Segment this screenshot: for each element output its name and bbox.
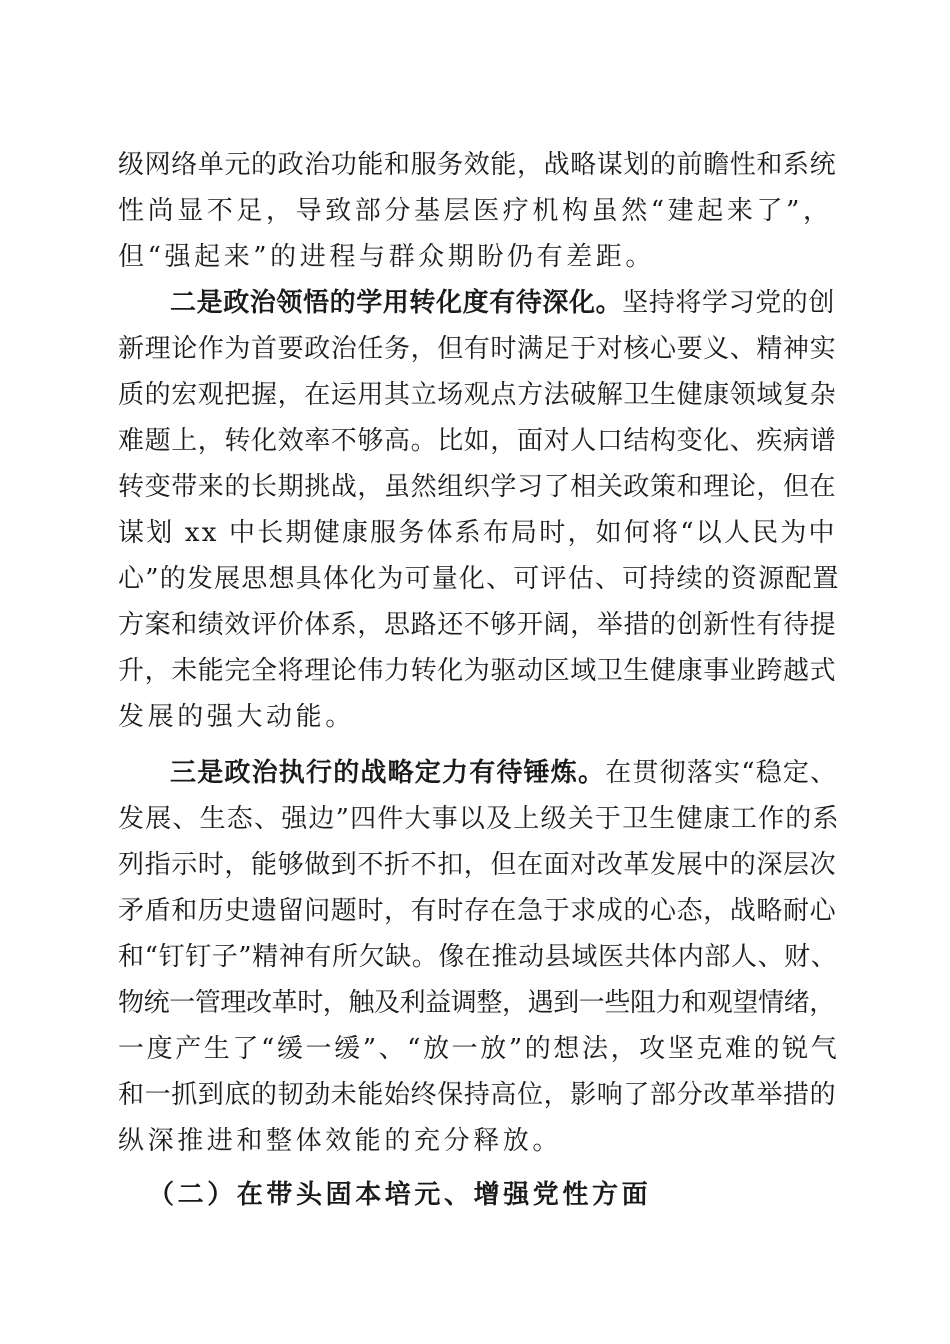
paragraph-2-line-5: 转变带来的长期挑战，虽然组织学习了相关政策和理论，但在	[118, 472, 837, 502]
paragraph-3-line-8: 和一抓到底的韧劲未能始终保持高位，影响了部分改革举措的	[118, 1080, 837, 1110]
paragraph-1-line-2: 性尚显不足，导致部分基层医疗机构虽然“建起来了”，	[118, 196, 833, 226]
paragraph-3-first-rest: 在贯彻落实“稳定、	[605, 758, 838, 788]
paragraph-3-line-4: 矛盾和历史遗留问题时，有时存在急于求成的心态，战略耐心	[118, 896, 837, 926]
paragraph-3-line-3: 列指示时，能够做到不折不扣，但在面对改革发展中的深层次	[118, 850, 837, 880]
paragraph-1-line-3: 但“强起来”的进程与群众期盼仍有差距。	[118, 242, 655, 272]
paragraph-2-line-7: 心”的发展思想具体化为可量化、可评估、可持续的资源配置	[118, 564, 840, 594]
paragraph-2-lead: 二是政治领悟的学用转化度有待深化。	[170, 288, 623, 318]
paragraph-1-line-1: 级网络单元的政治功能和服务效能，战略谋划的前瞻性和系统	[118, 150, 837, 180]
paragraph-2-line-3: 质的宏观把握，在运用其立场观点方法破解卫生健康领域复杂	[118, 380, 837, 410]
paragraph-3-line-9: 纵深推进和整体效能的充分释放。	[118, 1126, 563, 1156]
paragraph-2-line-9: 升，未能完全将理论伟力转化为驱动区域卫生健康事业跨越式	[118, 656, 837, 686]
paragraph-2-line-8: 方案和绩效评价体系，思路还不够开阔，举措的创新性有待提	[118, 610, 837, 640]
paragraph-2-line-10: 发展的强大动能。	[118, 702, 355, 732]
paragraph-2-line-4: 难题上，转化效率不够高。比如，面对人口结构变化、疾病谱	[118, 426, 837, 456]
paragraph-3-line-6: 物统一管理改革时，触及利益调整，遇到一些阻力和观望情绪，	[118, 988, 835, 1018]
paragraph-3-lead: 三是政治执行的战略定力有待锤炼。	[170, 758, 606, 788]
paragraph-3-line-1	[170, 756, 837, 790]
paragraph-3-line-7: 一度产生了“缓一缓”、“放一放”的想法，攻坚克难的锐气	[118, 1034, 840, 1064]
paragraph-2-line-1	[170, 286, 835, 320]
paragraph-2-line-2: 新理论作为首要政治任务，但有时满足于对核心要义、精神实	[118, 334, 837, 364]
paragraph-3-line-5: 和“钉钉子”精神有所欠缺。像在推动县域医共体内部人、财、	[118, 942, 838, 972]
paragraph-3-line-2: 发展、生态、强边”四件大事以及上级关于卫生健康工作的系	[118, 804, 840, 834]
section-heading: （二）在带头固本培元、增强党性方面	[148, 1180, 652, 1210]
paragraph-2-line-6: 谋划 xx 中长期健康服务体系布局时，如何将“以人民为中	[118, 518, 837, 548]
paragraph-2-first-rest: 坚持将学习党的创	[622, 288, 836, 318]
